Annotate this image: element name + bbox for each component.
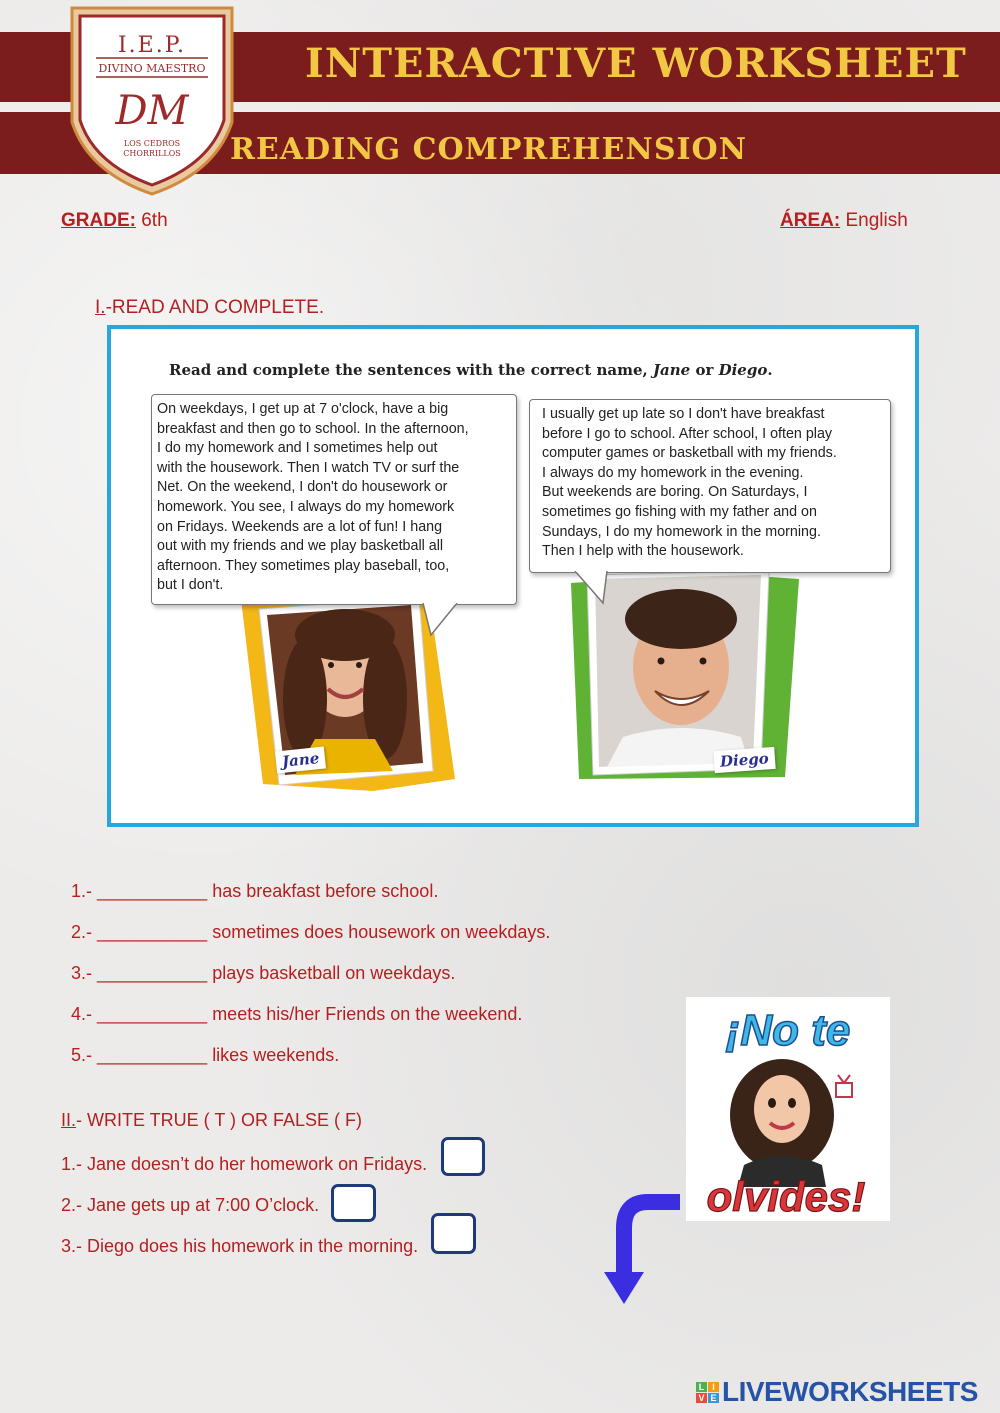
jane-speech-bubble: On weekdays, I get up at 7 o'clock, have a big breakfast and then go to school. In the afternoon, I do my homework and I sometimes help out with the housework. Then I watch TV or surf the Net. On the weekend, I don't do housework or homework. You see, I always do my homework on Fridays. Weekends are a lot of fun! I hang out with my friends and we play basketball all afternoon. They sometimes play baseball, too, but I don't. <box>151 394 517 605</box>
grade-label: GRADE: <box>61 210 136 231</box>
section1-title <box>95 297 324 319</box>
answer-blank-5[interactable]: ___________ <box>97 1045 208 1065</box>
question-number: 3.- <box>71 963 93 983</box>
diego-speech-bubble: I usually get up late so I don't have breakfast before I go to school. After school, I often play computer games or basketball with my friends. I always do my homework in the evening. But weekends are boring. On Saturdays, I sometimes go fishing with my father and on Sundays, I do my homework in the morning. Then I help with the housework. <box>529 399 891 573</box>
section1-title-text: -READ AND COMPLETE. <box>105 297 325 318</box>
answer-blank-1[interactable]: ___________ <box>97 881 208 901</box>
area-value: English <box>845 210 908 231</box>
true-false-answer-box-2[interactable] <box>331 1184 376 1222</box>
liveworksheets-wordmark: LIVEWORKSHEETS <box>722 1376 978 1407</box>
reading-instruction <box>169 361 773 379</box>
grade-value: 6th <box>141 210 168 231</box>
sticker-line2: olvides! <box>706 1173 866 1220</box>
question-text: plays basketball on weekdays. <box>212 963 456 983</box>
question-row <box>61 942 455 984</box>
section2-title-num: II. <box>61 1110 77 1130</box>
diego-bubble-tail <box>571 571 611 605</box>
answer-blank-4[interactable]: ___________ <box>97 1004 208 1024</box>
section2-title-text: - WRITE TRUE ( T ) OR FALSE ( F) <box>76 1110 363 1130</box>
true-false-item-3: 3.- Diego does his homework in the morning. <box>61 1236 419 1256</box>
school-name-line2: DIVINO MAESTRO <box>98 62 206 75</box>
answer-blank-3[interactable]: ___________ <box>97 963 208 983</box>
worksheet-title: INTERACTIVE WORKSHEET <box>305 40 967 87</box>
reminder-sticker <box>686 997 890 1221</box>
sticker-line1: ¡No te <box>725 1006 851 1055</box>
diego-name-tag: Diego <box>713 747 775 773</box>
school-location-line2: CHORRILLOS <box>123 149 181 158</box>
question-number: 5.- <box>71 1045 93 1065</box>
question-row <box>61 860 438 902</box>
reading-passage-box <box>107 325 919 827</box>
instruction-name-jane: Jane <box>652 361 691 379</box>
jane-name-tag: Jane <box>275 746 326 773</box>
cartoon-girl-illustration <box>686 997 890 1221</box>
question-text: likes weekends. <box>212 1045 340 1065</box>
question-text: sometimes does housework on weekdays. <box>212 922 551 942</box>
question-number: 4.- <box>71 1004 93 1024</box>
question-number: 2.- <box>71 922 93 942</box>
school-location-line1: LOS CEDROS <box>123 139 181 148</box>
school-name-line1: I.E.P. <box>117 33 187 58</box>
true-false-item-1: 1.- Jane doesn’t do her homework on Fridays. <box>61 1154 428 1174</box>
area-label: ÁREA: <box>780 210 841 231</box>
worksheet-subtitle: READING COMPREHENSION <box>230 132 748 167</box>
question-row <box>61 1024 339 1066</box>
question-text: meets his/her Friends on the weekend. <box>212 1004 523 1024</box>
question-row <box>61 983 522 1025</box>
instruction-or: or <box>690 361 719 379</box>
jane-bubble-tail <box>421 603 461 637</box>
instruction-name-diego: Diego <box>718 361 768 379</box>
school-monogram: DM <box>115 88 189 134</box>
true-false-item-2: 2.- Jane gets up at 7:00 O’clock. <box>61 1195 320 1215</box>
liveworksheets-logo <box>696 1376 978 1408</box>
school-shield-logo <box>66 2 238 198</box>
grade-line <box>61 210 168 232</box>
area-line <box>780 210 908 232</box>
answer-blank-2[interactable]: ___________ <box>97 922 208 942</box>
question-number: 1.- <box>71 881 93 901</box>
curved-arrow-down-icon <box>588 1192 684 1308</box>
instruction-end: . <box>767 361 773 379</box>
instruction-pre: Read and complete the sentences with the correct name, <box>169 361 653 379</box>
question-text: has breakfast before school. <box>212 881 439 901</box>
section1-title-num: I. <box>95 297 106 318</box>
true-false-answer-box-3[interactable] <box>431 1213 476 1254</box>
true-false-answer-box-1[interactable] <box>441 1137 485 1176</box>
liveworksheets-logo-mark: L I V E <box>696 1382 719 1403</box>
question-row <box>61 901 550 943</box>
section2-title <box>61 1110 362 1131</box>
